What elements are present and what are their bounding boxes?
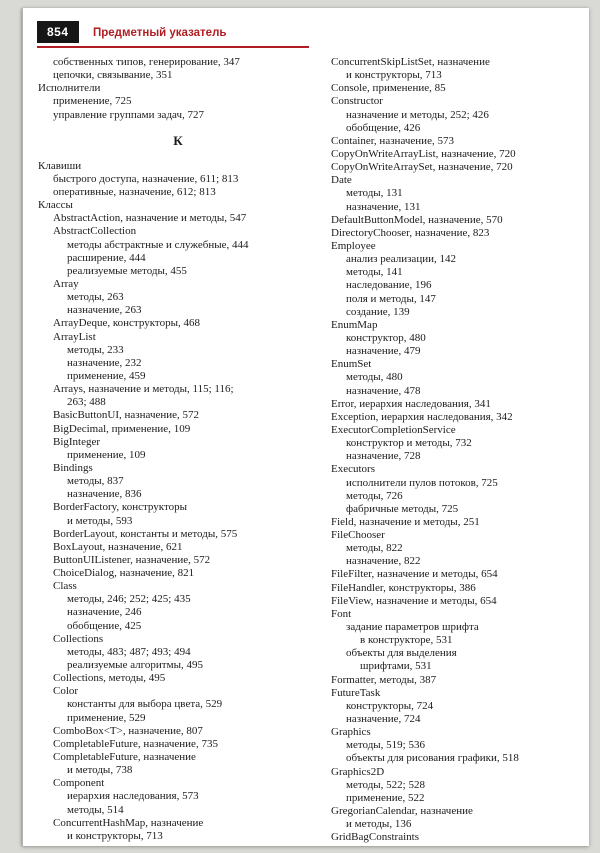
index-entry-line: ComboBox<T>, назначение, 807 xyxy=(53,724,203,737)
section-letter-heading: К xyxy=(173,132,183,148)
index-entry-line: FileView, назначение и методы, 654 xyxy=(331,594,497,607)
index-entry-line: методы абстрактные и служебные, 444 xyxy=(67,238,249,251)
index-entry-line: ExecutorCompletionService xyxy=(331,423,456,436)
index-entry-line: применение, 109 xyxy=(67,448,146,461)
index-entry-line: BorderFactory, конструкторы xyxy=(53,501,188,514)
index-entry-line: собственных типов, генерирование, 347 xyxy=(53,56,240,68)
index-entry-line: управление группами задач, 727 xyxy=(53,108,205,121)
index-entry-line: назначение, 822 xyxy=(346,555,421,568)
index-entry-line: цепочки, связывание, 351 xyxy=(53,69,173,82)
index-entry-line: CopyOnWriteArrayList, назначение, 720 xyxy=(331,147,516,160)
index-entry-line: Console, применение, 85 xyxy=(331,82,446,95)
index-entry-line: EnumMap xyxy=(331,318,378,331)
index-entry-line: BigDecimal, применение, 109 xyxy=(53,422,191,435)
index-entry-line: методы, 246; 252; 425; 435 xyxy=(67,593,191,606)
index-entry-line: методы, 822 xyxy=(346,542,403,555)
index-entry-line: конструкторы, 724 xyxy=(346,699,434,712)
index-entry-line: BigInteger xyxy=(53,435,101,448)
index-entry-line: реализуемые алгоритмы, 495 xyxy=(67,659,203,672)
index-entry-line: назначение, 728 xyxy=(346,450,421,463)
index-entry-line: назначение, 478 xyxy=(346,384,421,397)
index-entry-line: ButtonUIListener, назначение, 572 xyxy=(53,553,211,566)
index-entry-line: Color xyxy=(53,685,79,698)
index-entry-line: применение, 522 xyxy=(346,791,425,804)
index-column-right xyxy=(331,56,587,844)
index-entry-line: быстрого доступа, назначение, 611; 813 xyxy=(53,172,239,185)
index-entry-line: методы, 233 xyxy=(67,343,124,356)
index-column-left xyxy=(38,56,318,843)
index-entry-line: конструктор, 480 xyxy=(346,331,426,344)
index-entry-line: методы, 519; 536 xyxy=(346,739,425,752)
index-entry-line: исполнители пулов потоков, 725 xyxy=(346,476,498,489)
index-entry-line: DefaultButtonModel, назначение, 570 xyxy=(331,213,503,226)
index-entry-line: и методы, 738 xyxy=(67,764,133,777)
index-entry-line: Arrays, назначение и методы, 115; 116; xyxy=(53,383,234,396)
index-entry-line: применение, 725 xyxy=(53,95,132,108)
index-entry-line: в конструкторе, 531 xyxy=(360,634,453,647)
index-entry-line: Bindings xyxy=(53,461,93,474)
index-entry-line: GregorianCalendar, назначение xyxy=(331,805,473,818)
index-entry-line: и методы, 136 xyxy=(346,818,412,831)
index-entry-line: EnumSet xyxy=(331,358,372,371)
index-entry-line: Font xyxy=(331,607,352,620)
index-entry-line: методы, 514 xyxy=(67,803,124,816)
index-entry-line: FutureTask xyxy=(331,686,381,699)
index-entry-line: конструктор и методы, 732 xyxy=(346,437,472,450)
index-entry-line: применение, 529 xyxy=(67,711,146,724)
index-entry-line: и конструкторы, 713 xyxy=(346,69,442,82)
index-entry-line: Constructor xyxy=(331,95,383,108)
index-entry-line: анализ реализации, 142 xyxy=(346,253,456,266)
index-entry-line: BorderLayout, константы и методы, 575 xyxy=(53,527,238,540)
index-entry-line: ConcurrentHashMap, назначение xyxy=(53,816,204,829)
index-entry-line: создание, 139 xyxy=(346,305,410,318)
index-entry-line: FileFilter, назначение и методы, 654 xyxy=(331,568,498,581)
index-entry-line: оперативные, назначение, 612; 813 xyxy=(53,185,216,198)
index-entry-line: применение, 459 xyxy=(67,369,146,382)
page-title: Предметный указатель xyxy=(93,27,227,39)
index-entry-line: фабричные методы, 725 xyxy=(346,502,459,515)
header-rule xyxy=(37,46,309,48)
index-entry-line: ArrayList xyxy=(53,330,96,343)
index-entry-line: ChoiceDialog, назначение, 821 xyxy=(53,567,195,580)
index-entry-line: ConcurrentSkipListSet, назначение xyxy=(331,56,490,68)
index-entry-line: методы, 726 xyxy=(346,489,403,502)
index-entry-line: Graphics xyxy=(331,726,371,739)
index-entry-line: константы для выбора цвета, 529 xyxy=(67,698,223,711)
index-entry-line: CopyOnWriteArraySet, назначение, 720 xyxy=(331,161,513,174)
index-entry-line: Formatter, методы, 387 xyxy=(331,673,437,686)
index-entry-line: FileChooser xyxy=(331,529,385,542)
index-entry-line: Исполнители xyxy=(38,82,101,95)
index-entry-line: Employee xyxy=(331,239,376,252)
index-entry-line: 263; 488 xyxy=(67,396,106,409)
index-entry-line: Array xyxy=(53,277,79,290)
index-entry-line: Field, назначение и методы, 251 xyxy=(331,515,480,528)
index-entry-line: AbstractCollection xyxy=(53,225,137,238)
index-entry-line: Клавиши xyxy=(38,159,82,172)
index-entry-line: Container, назначение, 573 xyxy=(331,134,454,147)
index-entry-line: Class xyxy=(53,580,77,593)
index-entry-line: Exception, иерархия наследования, 342 xyxy=(331,410,513,423)
index-entry-line: назначение, 263 xyxy=(67,304,142,317)
index-entry-line: наследование, 196 xyxy=(346,279,432,292)
index-entry-line: объекты для рисования графики, 518 xyxy=(346,752,519,765)
index-entry-line: и конструкторы, 713 xyxy=(67,829,163,842)
page-header xyxy=(23,8,589,54)
index-entry-line: обобщение, 426 xyxy=(346,121,421,134)
index-entry-line: методы, 480 xyxy=(346,371,403,384)
index-entry-line: GridBagConstraints xyxy=(331,831,419,844)
index-entry-line: BasicButtonUI, назначение, 572 xyxy=(53,409,200,422)
index-entry-line: CompletableFuture, назначение xyxy=(53,751,196,764)
index-entry-line: иерархия наследования, 573 xyxy=(67,790,199,803)
index-entry-line: методы, 263 xyxy=(67,291,124,304)
index-entry-line: назначение, 479 xyxy=(346,345,421,358)
index-entry-line: AbstractAction, назначение и методы, 547 xyxy=(53,212,247,225)
index-entry-line: Component xyxy=(53,777,105,790)
index-entry-line: реализуемые методы, 455 xyxy=(67,264,187,277)
index-entry-line: шрифтами, 531 xyxy=(360,660,432,673)
index-entry-line: Executors xyxy=(331,463,375,476)
index-entry-line: методы, 141 xyxy=(346,266,403,279)
index-entry-line: методы, 522; 528 xyxy=(346,778,425,791)
index-entry-line: назначение, 131 xyxy=(346,200,421,213)
index-entry-line: методы, 131 xyxy=(346,187,403,200)
index-entry-line: и методы, 593 xyxy=(67,514,133,527)
index-entry-line: Error, иерархия наследования, 341 xyxy=(331,397,491,410)
index-entry-line: обобщение, 425 xyxy=(67,619,142,632)
index-entry-line: BoxLayout, назначение, 621 xyxy=(53,540,183,553)
index-entry-line: ArrayDeque, конструкторы, 468 xyxy=(53,317,200,330)
index-entry-line: объекты для выделения xyxy=(346,647,457,660)
index-entry-line: поля и методы, 147 xyxy=(346,292,436,305)
index-entry-line: CompletableFuture, назначение, 735 xyxy=(53,737,218,750)
index-entry-line: Collections, методы, 495 xyxy=(53,672,166,685)
index-entry-line: назначение и методы, 252; 426 xyxy=(346,108,489,121)
index-entry-line: Graphics2D xyxy=(331,765,385,778)
index-entry-line: Date xyxy=(331,174,352,187)
index-entry-line: расширение, 444 xyxy=(67,251,146,264)
index-entry-line: методы, 837 xyxy=(67,475,124,488)
index-entry-line: методы, 483; 487; 493; 494 xyxy=(67,645,191,658)
index-entry-line: назначение, 246 xyxy=(67,606,142,619)
index-entry-line: Классы xyxy=(38,199,73,212)
book-page xyxy=(22,8,589,846)
index-entry-line: назначение, 836 xyxy=(67,488,142,501)
index-entry-line: DirectoryChooser, назначение, 823 xyxy=(331,226,490,239)
index-entry-line: задание параметров шрифта xyxy=(346,621,479,634)
index-entry-line: назначение, 724 xyxy=(346,713,421,726)
page-number: 854 xyxy=(37,21,79,43)
index-entry-line: FileHandler, конструкторы, 386 xyxy=(331,581,476,594)
index-entry-line: Collections xyxy=(53,632,104,645)
index-entry-line: назначение, 232 xyxy=(67,356,142,369)
